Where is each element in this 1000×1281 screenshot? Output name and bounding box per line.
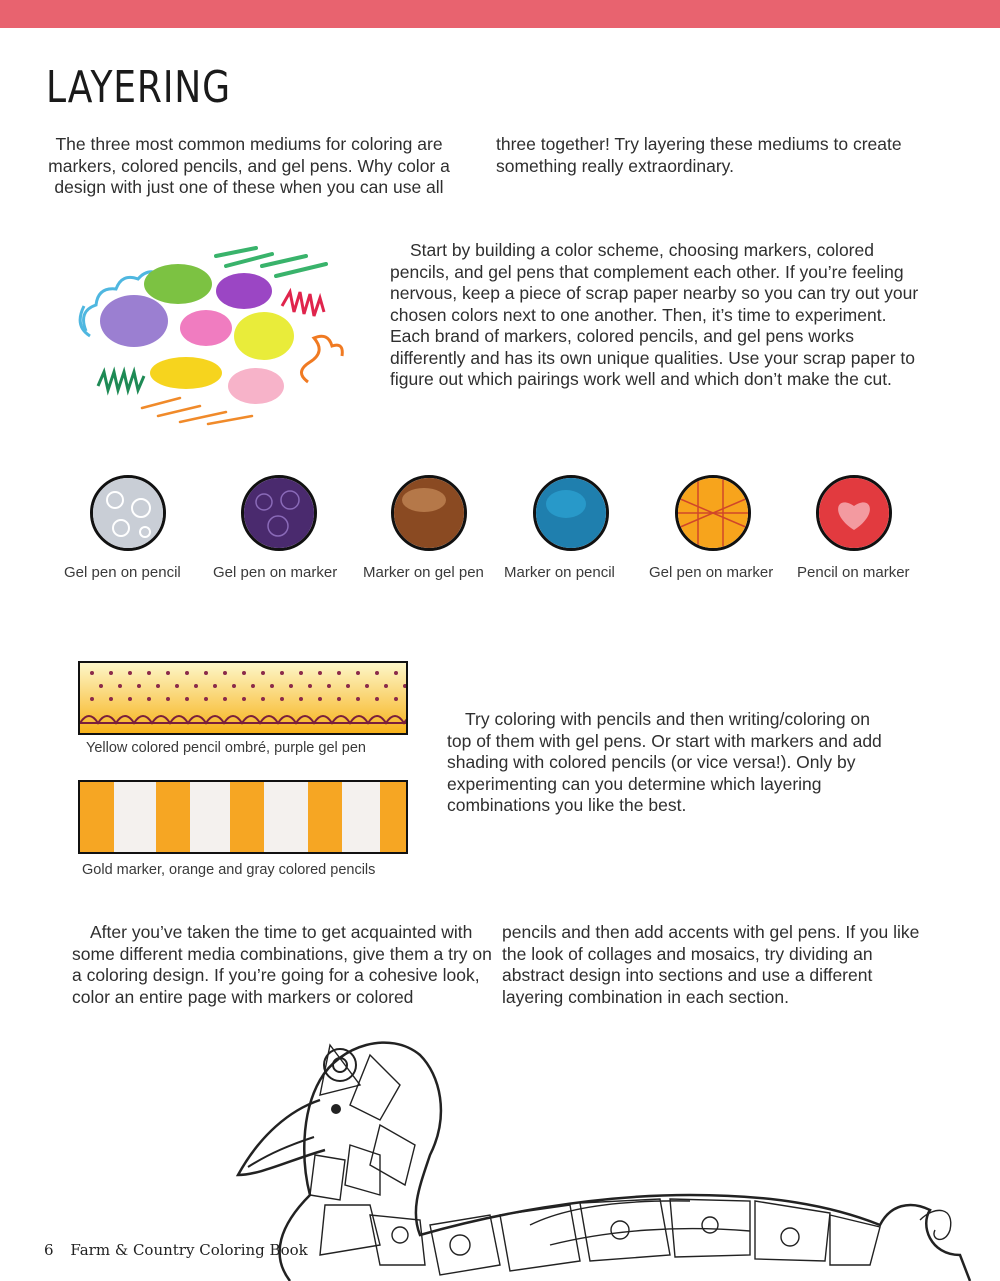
dot	[99, 684, 103, 688]
swatch-pencil-on-marker	[816, 475, 892, 551]
dot	[223, 671, 227, 675]
dot	[356, 697, 360, 701]
dot	[356, 671, 360, 675]
color-scribbles-illustration	[76, 236, 356, 426]
book-title: Farm & Country Coloring Book	[70, 1241, 308, 1259]
dot	[109, 697, 113, 701]
dot	[204, 671, 208, 675]
dot	[365, 684, 369, 688]
dot	[337, 671, 341, 675]
dot	[185, 671, 189, 675]
dot	[318, 697, 322, 701]
dot	[299, 697, 303, 701]
dot	[185, 697, 189, 701]
yellow-ombre-strip	[78, 661, 408, 735]
dot	[346, 684, 350, 688]
dot	[318, 671, 322, 675]
page-title: LAYERING	[46, 62, 231, 113]
swatch-gel-pen-on-pencil	[90, 475, 166, 551]
dot	[90, 697, 94, 701]
dot	[289, 684, 293, 688]
swatch-marker-on-gel-pen	[391, 475, 467, 551]
outro-column-2: pencils and then add accents with gel pens. If you like the look of collages and mosaics, try dividing an abstract design into sections and use a different layering combination in each section.	[502, 922, 920, 1007]
swatch-label: Marker on gel pen	[363, 564, 484, 581]
dot	[242, 697, 246, 701]
swatch-label: Pencil on marker	[797, 564, 910, 581]
dot	[242, 671, 246, 675]
dot	[394, 671, 398, 675]
swatch-label: Gel pen on marker	[213, 564, 338, 581]
dot	[156, 684, 160, 688]
top-accent-bar	[0, 0, 1000, 28]
swatch-label: Gel pen on marker	[649, 564, 774, 581]
dot	[109, 671, 113, 675]
dot	[232, 684, 236, 688]
dot	[90, 671, 94, 675]
dot	[213, 684, 217, 688]
dot	[166, 697, 170, 701]
dot	[308, 684, 312, 688]
gold-stripe	[380, 782, 406, 852]
swatch-gel-pen-on-marker-2	[675, 475, 751, 551]
try-layering-paragraph: Try coloring with pencils and then writing/coloring on top of them with gel pens. Or start with markers and add shading with colored pencils (or vice versa!). Only by experimenting can you determine which layering combinations you like the best.	[447, 709, 882, 815]
dot	[147, 697, 151, 701]
dot	[128, 697, 132, 701]
duck-line-art-illustration	[230, 1025, 1000, 1281]
dot	[128, 671, 132, 675]
gold-stripe	[308, 782, 342, 852]
dot	[384, 684, 388, 688]
dot	[194, 684, 198, 688]
intro-column-1: The three most common mediums for coloring are markers, colored pencils, and gel pens. Why color a design with just one of these when you can use all	[48, 134, 450, 197]
dot	[337, 697, 341, 701]
swatch-label: Marker on pencil	[504, 564, 615, 581]
dot	[280, 697, 284, 701]
swatch-label: Gel pen on pencil	[64, 564, 181, 581]
dot	[166, 671, 170, 675]
dot	[375, 671, 379, 675]
swatch-gel-pen-on-marker	[241, 475, 317, 551]
dot	[394, 697, 398, 701]
dot	[175, 684, 179, 688]
page-number: 6	[44, 1241, 54, 1259]
dot	[118, 684, 122, 688]
dot	[223, 697, 227, 701]
dot	[327, 684, 331, 688]
gold-stripe	[156, 782, 190, 852]
strip-2-caption: Gold marker, orange and gray colored pencils	[82, 862, 376, 878]
outro-column-1: After you’ve taken the time to get acquainted with some different media combinations, give them a try on a coloring design. If you’re going for a cohesive look, color an entire page with markers or colored	[72, 922, 492, 1007]
dot	[261, 697, 265, 701]
dot	[261, 671, 265, 675]
color-scheme-paragraph: Start by building a color scheme, choosing markers, colored pencils, and gel pens that complement each other. If you’re feeling nervous, keep a piece of scrap paper nearby so you can try out your chosen colors next to one another. Then, it’s time to experiment. Each brand of markers, colored pencils, and gel pens works differently and has its own unique qualities. Use your scrap paper to figure out which pairings work well and which don’t make the cut.	[390, 240, 919, 389]
dot	[204, 697, 208, 701]
dot	[299, 671, 303, 675]
gold-stripe-strip	[78, 780, 408, 854]
dot	[280, 671, 284, 675]
gold-stripe	[80, 782, 114, 852]
strip-1-caption: Yellow colored pencil ombré, purple gel pen	[86, 740, 366, 756]
dot	[137, 684, 141, 688]
dot	[375, 697, 379, 701]
dot	[270, 684, 274, 688]
dot	[147, 671, 151, 675]
intro-column-2: three together! Try layering these mediums to create something really extraordinary.	[496, 134, 902, 176]
swatch-marker-on-pencil	[533, 475, 609, 551]
page-footer	[44, 1241, 320, 1259]
gold-stripe	[230, 782, 264, 852]
dot	[251, 684, 255, 688]
